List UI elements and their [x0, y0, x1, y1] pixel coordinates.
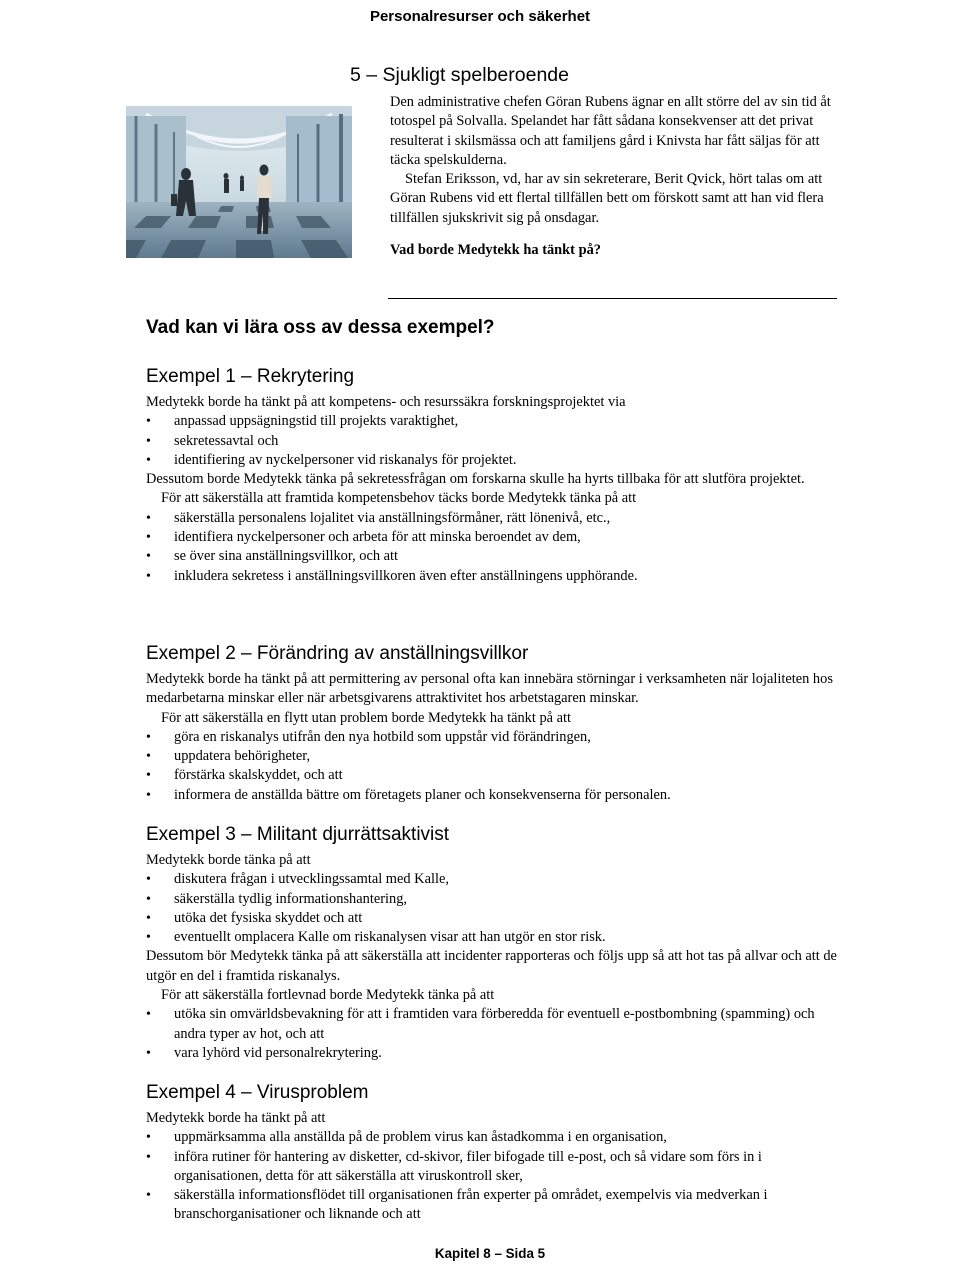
example-title: Exempel 4 – Virusproblem: [146, 1082, 369, 1103]
list-item: • uppdatera behörigheter,: [146, 747, 846, 766]
list-item: • identifiera nyckelpersoner och arbeta för att minska beroendet av dem,: [146, 528, 846, 547]
section5-paragraph: Den administrative chefen Göran Rubens ägnar en allt större del av sin tid åt totospel på Solvalla. Spelandet har fått sådana konsekvenser att det privat resulterat i skilsmässa och att familjens gård i Knivsta har fått säljas för att täcka spelskulderna.: [390, 94, 831, 168]
bullet-list: [146, 728, 846, 805]
list-item: • utöka det fysiska skyddet och att: [146, 909, 846, 928]
list-item: • utöka sin omvärldsbevakning för att i framtiden vara förberedda för eventuell e-postbombning (spamming) och andra typer av hot, och att: [146, 1005, 846, 1044]
list-item: • diskutera frågan i utvecklingssamtal med Kalle,: [146, 870, 846, 889]
list-item: • säkerställa tydlig informationshantering,: [146, 890, 846, 909]
bullet-list: [146, 1128, 846, 1224]
section5-question: Vad borde Medytekk ha tänkt på?: [390, 242, 601, 258]
list-item: • identifiering av nyckelpersoner vid riskanalys för projektet.: [146, 451, 846, 470]
list-item: • se över sina anställningsvillkor, och att: [146, 547, 846, 566]
list-item: • inkludera sekretess i anställningsvillkoren även efter anställningens upphörande.: [146, 567, 846, 586]
list-item: • säkerställa personalens lojalitet via anställningsförmåner, rätt lönenivå, etc.,: [146, 509, 846, 528]
section5-body: [390, 93, 840, 228]
example-paragraph: Dessutom borde Medytekk tänka på sekretessfrågan om forskarna skulle ha hyrts tillbaka för att slutföra projektet.: [146, 471, 805, 488]
bullet-list: [146, 412, 846, 470]
list-item: • införa rutiner för hantering av disketter, cd-skivor, filer bifogade till e-post, och så vidare som förs in i organisationen, detta för att säkerställa att viruskontroll sker,: [146, 1148, 846, 1187]
bullet-list: [146, 870, 846, 947]
list-item: • förstärka skalskyddet, och att: [146, 766, 846, 785]
section5-title: 5 – Sjukligt spelberoende: [350, 64, 569, 86]
example-title: Exempel 1 – Rekrytering: [146, 366, 355, 387]
page-footer: Kapitel 8 – Sida 5: [434, 1246, 546, 1261]
page-header: Personalresurser och säkerhet: [369, 8, 591, 25]
example-paragraph: För att säkerställa en flytt utan problem borde Medytekk ha tänkt på att: [161, 709, 572, 726]
list-item: • informera de anställda bättre om företagets planer och konsekvenserna för personalen.: [146, 786, 846, 805]
example-2: [146, 641, 846, 805]
bullet-list: [146, 1005, 846, 1063]
example-3: [146, 822, 846, 1063]
example-title: Exempel 3 – Militant djurrättsaktivist: [146, 824, 450, 845]
example-paragraph: Dessutom bör Medytekk tänka på att säkerställa att incidenter rapporteras och följs upp så att hot tas på allvar och att de utgör en del i framtida riskanalys.: [146, 948, 837, 984]
example-intro: Medytekk borde ha tänkt på att: [146, 1110, 326, 1126]
main-title: Vad kan vi lära oss av dessa exempel?: [146, 317, 495, 338]
list-item: • eventuellt omplacera Kalle om riskanalysen visar att han utgör en stor risk.: [146, 928, 846, 947]
example-4: [146, 1080, 846, 1225]
list-item: • sekretessavtal och: [146, 432, 846, 451]
corridor-photo: [126, 106, 352, 258]
example-intro: Medytekk borde ha tänkt på att permittering av personal ofta kan innebära störningar i verksamheten när lojaliteten hos medarbetarna minskar eller när arbetsgivarens attraktivitet hos arbetstagaren minskar.: [146, 671, 833, 707]
list-item: • uppmärksamma alla anställda på de problem virus kan åstadkomma i en organisation,: [146, 1128, 846, 1147]
section5-paragraph: Stefan Eriksson, vd, har av sin sekreterare, Berit Qvick, hört talas om att Göran Rubens vid ett flertal tillfällen bett om förskott samt att han vid flera tillfällen sjukskrivit sig på onsdagar.: [390, 171, 824, 226]
bullet-list: [146, 509, 846, 586]
example-title: Exempel 2 – Förändring av anställningsvillkor: [146, 643, 529, 664]
list-item: • säkerställa informationsflödet till organisationen från experter på området, exempelvis via medverkan i branschorganisationer och liknande och att: [146, 1186, 846, 1225]
list-item: • vara lyhörd vid personalrekrytering.: [146, 1044, 846, 1063]
example-1: [146, 364, 846, 586]
example-intro: Medytekk borde ha tänkt på att kompetens- och resurssäkra forskningsprojektet via: [146, 394, 626, 410]
example-paragraph: För att säkerställa att framtida kompetensbehov täcks borde Medytekk tänka på att: [161, 490, 637, 507]
example-intro: Medytekk borde tänka på att: [146, 852, 311, 868]
answer-line: [388, 298, 837, 299]
list-item: • göra en riskanalys utifrån den nya hotbild som uppstår vid förändringen,: [146, 728, 846, 747]
example-paragraph: För att säkerställa fortlevnad borde Medytekk tänka på att: [161, 987, 495, 1004]
list-item: • anpassad uppsägningstid till projekts varaktighet,: [146, 412, 846, 431]
